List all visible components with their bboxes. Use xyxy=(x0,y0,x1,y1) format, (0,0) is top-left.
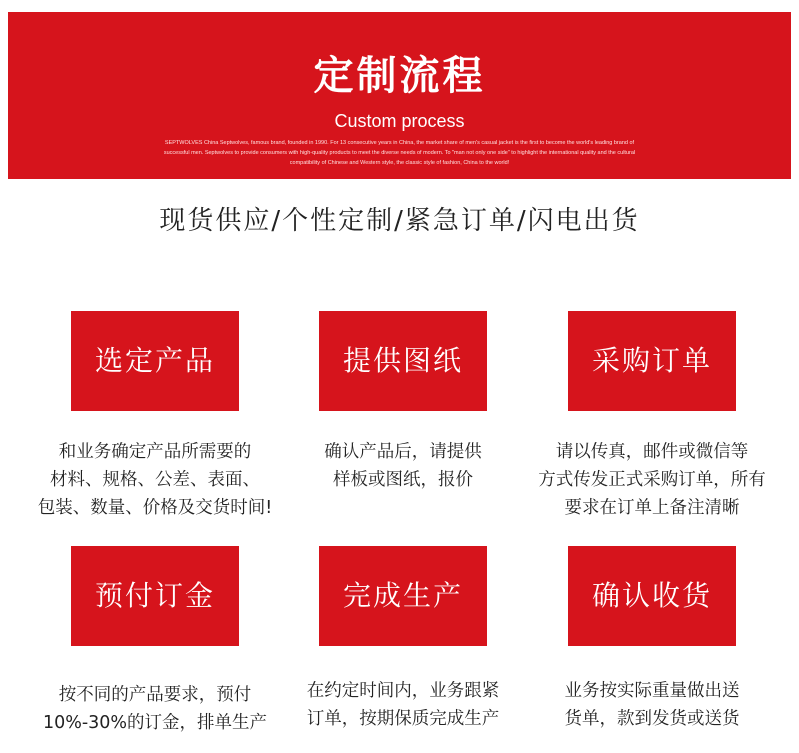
description-line: 货单，款到发货或送货 xyxy=(564,709,740,729)
header-banner xyxy=(8,12,791,179)
banner-description: SEPTWOLVES China Septwolves, famous brand, founded in 1990. For 13 consecutive years in China, the market share of men's casual jacket is the first to become the world's leading brand of successful men. Septwolves to provide consumers with high-quality products to meet the diverse needs of modern. To "man not only one side" to highlight the international quality and the cultural compatibility of Chinese and Western style, the classic style of fashion, China to the world! xyxy=(163,140,636,166)
description-line: 订单，按期保质完成生产 xyxy=(306,709,500,729)
step-purchase-order xyxy=(568,311,736,411)
description-line: 材料、规格、公差、表面、 xyxy=(50,470,260,490)
step-description-deposit xyxy=(20,681,290,737)
step-label: 预付订金 xyxy=(94,579,215,612)
step-label: 采购订单 xyxy=(591,344,712,377)
step-description-provide-drawings xyxy=(268,438,538,494)
description-line: 确认产品后，请提供 xyxy=(324,442,482,462)
banner-title: 定制流程 xyxy=(313,53,486,99)
step-label: 选定产品 xyxy=(94,344,215,377)
step-description-confirm-receipt xyxy=(517,677,787,733)
description-line: 样板或图纸，报价 xyxy=(333,470,473,490)
step-label: 确认收货 xyxy=(591,579,712,612)
description-line: 请以传真，邮件或微信等 xyxy=(555,442,749,462)
description-line: 包装、数量、价格及交货时间! xyxy=(37,498,273,518)
step-description-complete-production xyxy=(268,677,538,733)
description-line: 10%-30%的订金，排单生产 xyxy=(42,713,268,733)
description-line: 和业务确定产品所需要的 xyxy=(58,442,252,462)
step-description-purchase-order xyxy=(517,438,787,522)
step-description-select-product xyxy=(20,438,290,522)
tagline: 现货供应/个性定制/紧急订单/闪电出货 xyxy=(159,206,640,236)
step-deposit xyxy=(71,546,239,646)
step-provide-drawings xyxy=(319,311,487,411)
description-line: 业务按实际重量做出送 xyxy=(564,681,740,701)
step-select-product xyxy=(71,311,239,411)
description-line: 方式传发正式采购订单，所有 xyxy=(538,470,766,490)
step-label: 完成生产 xyxy=(342,579,463,612)
step-confirm-receipt xyxy=(568,546,736,646)
description-line: 要求在订单上备注清晰 xyxy=(564,498,740,518)
description-line: 在约定时间内，业务跟紧 xyxy=(306,681,500,701)
banner-subtitle: Custom process xyxy=(334,111,465,131)
step-label: 提供图纸 xyxy=(342,344,463,377)
description-line: 按不同的产品要求，预付 xyxy=(58,685,252,705)
step-complete-production xyxy=(319,546,487,646)
